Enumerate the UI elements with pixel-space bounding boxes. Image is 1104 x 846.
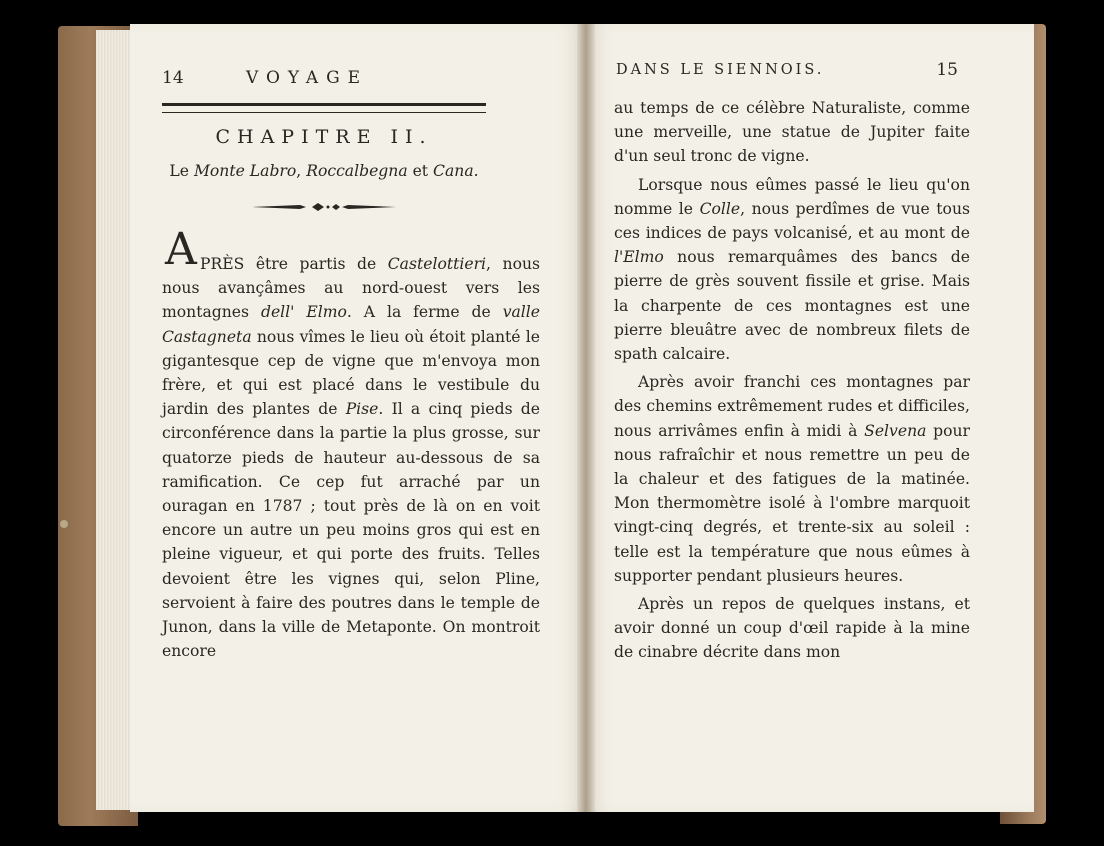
text-run: Lorsque nous eûmes passé le lieu qu'on nomme le [614, 175, 970, 218]
italic-term: Castelottieri [387, 255, 487, 273]
text-run: . A la ferme de [346, 303, 503, 322]
subtitle-text: Le [169, 162, 194, 180]
left-running-title: VOYAGE [246, 68, 369, 88]
text-run: PRÈS être partis de [200, 255, 388, 273]
text-run: . Il a cinq pieds de circonférence dans la partie la plus grosse, sur quatorze pieds de hauteur au-dessous de sa ramification. Ce cep fut arraché par un ouragan en 1787 ; tout près de là on en voit encore un autre un peu moins gros qui est en pleine vigueur, et qui porte des fruits. Telles devoient être les vignes qui, selon Pline, servoient à faire des poutres dans le temple de Junon, dans la ville de Metaponte. On montroit encore [162, 400, 541, 661]
right-running-title: DANS LE SIENNOIS. [616, 62, 825, 78]
text-run: nous vîmes le lieu où étoit planté le gigantesque cep de vigne que m'envoya mon frère, et qui est placé dans le vestibule du jardin des plantes de [162, 327, 540, 419]
header-rule [162, 103, 486, 113]
right-running-head [616, 60, 964, 86]
left-page-text [162, 252, 540, 663]
chapter-subtitle [162, 162, 486, 180]
paragraph [614, 370, 970, 588]
right-page-text [614, 96, 970, 665]
italic-term: Selvena [864, 421, 927, 440]
subtitle-place: Cana. [433, 162, 479, 180]
text-run: Après avoir franchi ces montagnes par des chemins extrêmement rudes et difficiles, nous arrivâmes enfin à midi à [614, 373, 970, 440]
subtitle-text: et [407, 162, 434, 180]
text-run: pour nous rafraîchir et nous remettre un peu de la chaleur et des fatigues de la matinée. Mon thermomètre isolé à l'ombre marquoit vingt-cinq degrés, et trente-six au soleil : telle est la température que nous eûmes à supporter pendant plusieurs heures. [614, 421, 971, 585]
subtitle-place: Monte Labro [193, 162, 297, 180]
paper-blemish [60, 520, 68, 528]
paragraph [614, 592, 970, 665]
italic-term: valle Castagneta [162, 303, 540, 346]
drop-cap: A [165, 224, 197, 275]
subtitle-place: Roccalbegna [306, 162, 408, 180]
paragraph [614, 173, 970, 367]
paragraph [162, 252, 540, 663]
left-running-head [162, 68, 512, 94]
subtitle-text: , [296, 162, 307, 180]
text-run: , nous nous avançâmes au nord-ouest vers les montagnes [162, 255, 540, 322]
text-run: au temps de ce célèbre Naturaliste, comme une merveille, une statue de Jupiter faite d'un seul tronc de vigne. [614, 99, 970, 166]
book-gutter [577, 24, 595, 812]
right-page-number: 15 [936, 60, 958, 80]
italic-term: Pise [345, 400, 379, 419]
paragraph [614, 96, 970, 169]
chapter-heading: CHAPITRE II. [215, 126, 433, 148]
italic-term: l'Elmo [614, 248, 664, 267]
italic-term: dell' Elmo [260, 303, 347, 322]
italic-term: Colle [699, 199, 741, 218]
ornament-divider [250, 202, 398, 212]
text-run: , nous perdîmes de vue tous ces indices de pays volcanisé, et au mont de [614, 199, 970, 243]
text-run: nous remarquâmes des bancs de pierre de grès souvent fissile et grise. Mais la charpente de ces montagnes est une pierre bleuâtre avec de nombreux filets de spath calcaire. [614, 248, 970, 364]
text-run: Après un repos de quelques instans, et avoir donné un coup d'œil rapide à la mine de cinabre décrite dans mon [614, 595, 970, 662]
left-page-number: 14 [162, 68, 184, 88]
